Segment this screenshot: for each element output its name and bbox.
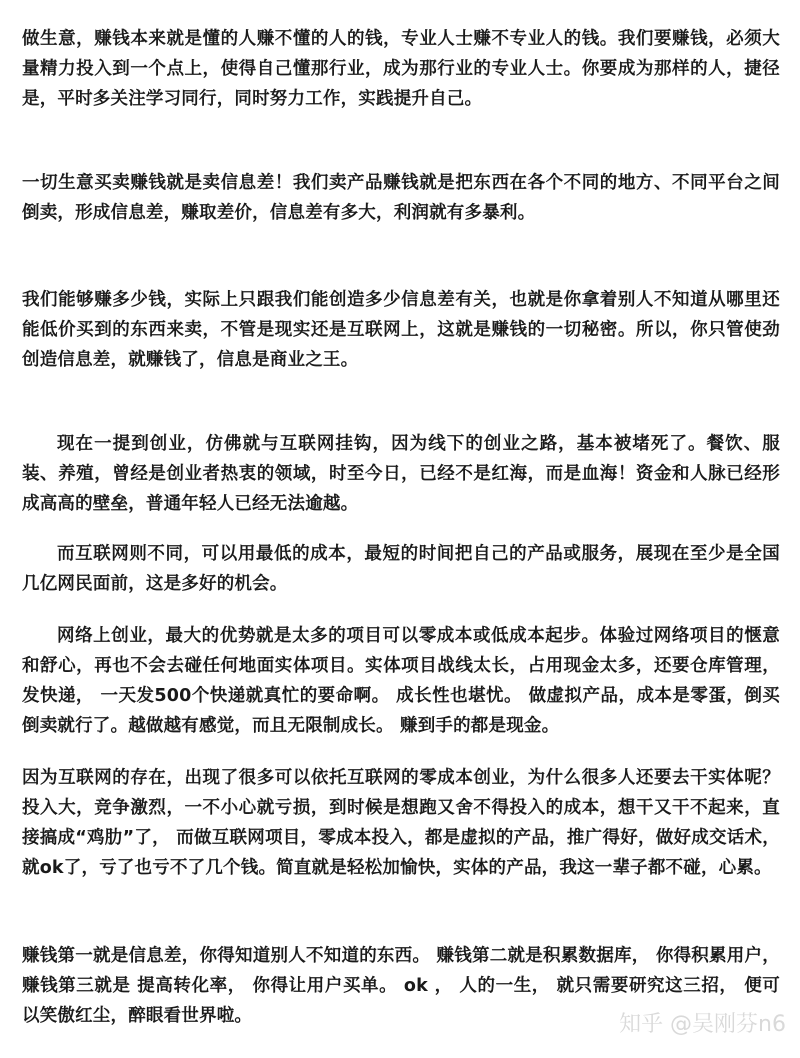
paragraph-4: 现在一提到创业，仿佛就与互联网挂钩，因为线下的创业之路，基本被堵死了。餐饮、服装、养殖，曾经是创业者热衷的领域，时至今日，已经不是红海，而是血海！资金和人脉已经形成高高的壁垒，普通年轻人已经无法逾越。: [22, 434, 780, 514]
paragraph-5: 而互联网则不同，可以用最低的成本，最短的时间把自己的产品或服务，展现在至少是全国几亿网民面前，这是多好的机会。: [22, 544, 780, 594]
paragraph-6: 网络上创业，最大的优势就是太多的项目可以零成本或低成本起步。体验过网络项目的惬意和舒心，再也不会去碰任何地面实体项目。实体项目战线太长，占用现金太多，还要仓库管理， 发快递， 一天发500个快递就真忙的要命啊。 成长性也堪忧。 做虚拟产品，成本是零蛋，倒买倒卖就行了。越做越有感觉，而且无限制成长。 赚到手的都是现金。: [22, 626, 780, 736]
watermark-text: 知乎 @吴刚芬n6: [619, 1012, 786, 1037]
paragraph-7: 因为互联网的存在，出现了很多可以依托互联网的零成本创业，为什么很多人还要去干实体呢？投入大，竞争激烈，一不小心就亏损，到时候是想跑又舍不得投入的成本，想干又干不起来，直接搞成“鸡肋”了， 而做互联网项目，零成本投入，都是虚拟的产品，推广得好，做好成交话术，就ok了，亏了也亏不了几个钱。简直就是轻松加愉快，实体的产品，我这一辈子都不碰，心累。: [22, 768, 780, 878]
zhihu-watermark: [619, 1007, 786, 1038]
paragraph-1: 做生意，赚钱本来就是懂的人赚不懂的人的钱，专业人士赚不专业人的钱。我们要赚钱，必须大量精力投入到一个点上，使得自己懂那行业，成为那行业的专业人士。你要成为那样的人，捷径是，平时多关注学习同行，同时努力工作，实践提升自己。: [22, 29, 780, 109]
paragraph-2: 一切生意买卖赚钱就是卖信息差！我们卖产品赚钱就是把东西在各个不同的地方、不同平台之间倒卖，形成信息差，赚取差价，信息差有多大，利润就有多暴利。: [22, 173, 780, 223]
paragraph-8: 赚钱第一就是信息差，你得知道别人不知道的东西。 赚钱第二就是积累数据库， 你得积累用户， 赚钱第三就是 提高转化率， 你得让用户买单。 ok ， 人的一生， 就只需要研究这三招， 便可以笑傲红尘，醉眼看世界啦。: [22, 946, 780, 1026]
article-body: [22, 24, 780, 1031]
paragraph-3: 我们能够赚多少钱，实际上只跟我们能创造多少信息差有关，也就是你拿着别人不知道从哪里还能低价买到的东西来卖，不管是现实还是互联网上，这就是赚钱的一切秘密。所以，你只管使劲创造信息差，就赚钱了，信息是商业之王。: [22, 290, 780, 370]
